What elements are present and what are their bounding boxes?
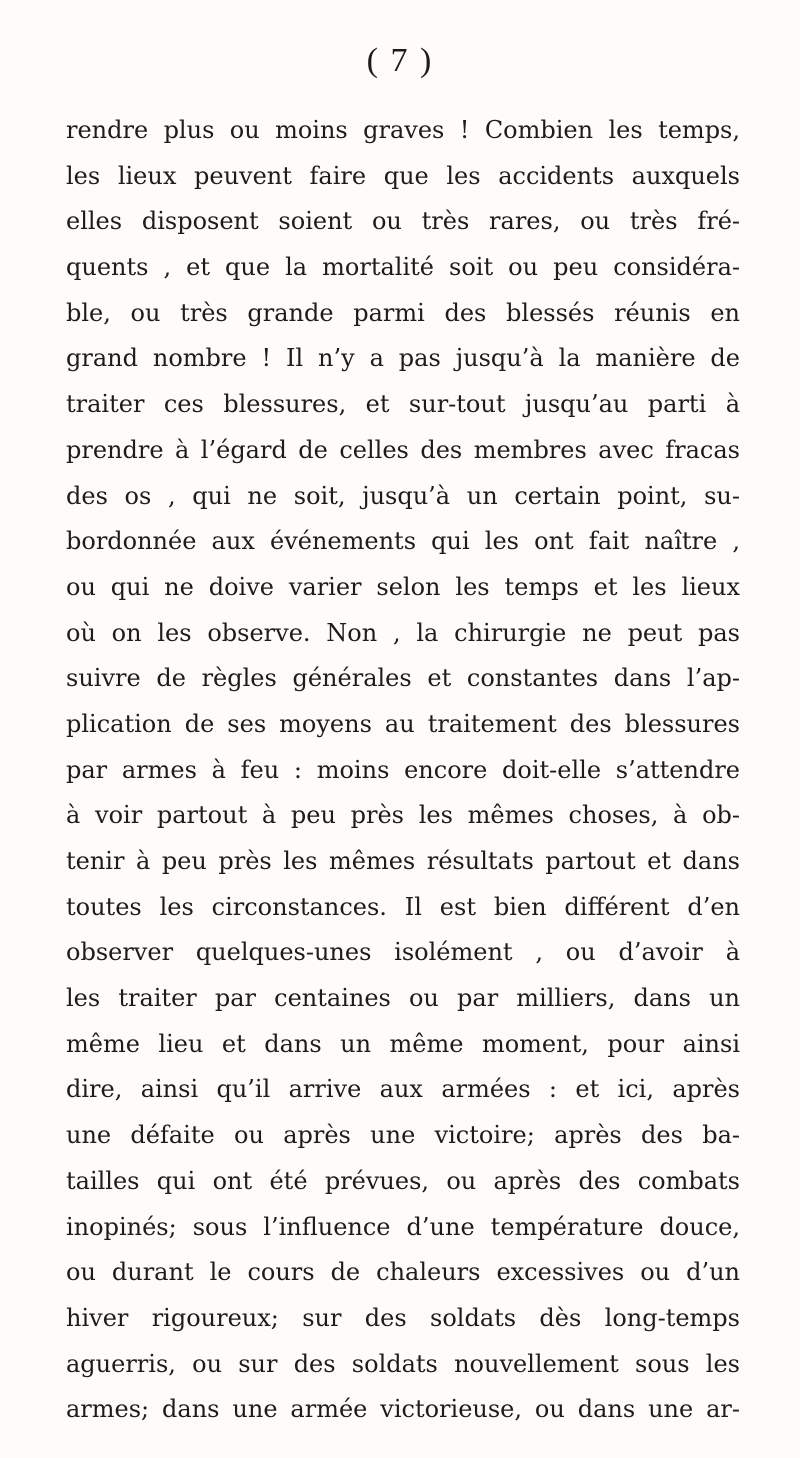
text-line: toutes les circonstances. Il est bien différent d’en [66, 892, 740, 921]
text-line: hiver rigoureux; sur des soldats dès long-temps [66, 1303, 740, 1332]
text-line: armes; dans une armée victorieuse, ou dans une ar- [66, 1395, 740, 1424]
text-line: par armes à feu : moins encore doit-elle s’attendre [66, 755, 740, 784]
text-line: des os , qui ne soit, jusqu’à un certain point, su- [66, 481, 740, 510]
body-text [66, 108, 740, 1433]
text-line: quents , et que la mortalité soit ou peu considéra- [66, 253, 740, 282]
text-line: ou durant le cours de chaleurs excessives ou d’un [66, 1258, 740, 1287]
text-line: observer quelques-unes isolément , ou d’avoir à [66, 938, 740, 967]
text-line: même lieu et dans un même moment, pour ainsi [66, 1029, 740, 1058]
text-line: traiter ces blessures, et sur-tout jusqu’au parti à [66, 390, 740, 419]
text-line: les traiter par centaines ou par milliers, dans un [66, 984, 740, 1013]
text-line: dire, ainsi qu’il arrive aux armées : et ici, après [66, 1075, 740, 1104]
text-line: ble, ou très grande parmi des blessés réunis en [66, 298, 740, 327]
text-line: elles disposent soient ou très rares, ou très fré- [66, 207, 740, 236]
text-line: plication de ses moyens au traitement des blessures [66, 709, 740, 738]
text-line: les lieux peuvent faire que les accidents auxquels [66, 161, 740, 190]
text-line: une défaite ou après une victoire; après des ba- [66, 1121, 740, 1150]
text-line: inopinés; sous l’influence d’une température douce, [66, 1212, 740, 1241]
text-line: aguerris, ou sur des soldats nouvellement sous les [66, 1349, 740, 1378]
text-line: grand nombre ! Il n’y a pas jusqu’à la manière de [66, 344, 740, 373]
text-line: ou qui ne doive varier selon les temps et les lieux [66, 572, 740, 601]
text-line: rendre plus ou moins graves ! Combien les temps, [66, 116, 740, 144]
text-line: à voir partout à peu près les mêmes choses, à ob- [66, 801, 740, 830]
text-line: prendre à l’égard de celles des membres avec fracas [66, 435, 740, 464]
text-line: bordonnée aux événements qui les ont fait naître , [66, 527, 740, 556]
text-line: tailles qui ont été prévues, ou après des combats [66, 1166, 740, 1195]
text-line: tenir à peu près les mêmes résultats partout et dans [66, 847, 740, 875]
page-number: ( 7 ) [366, 42, 434, 79]
text-line: suivre de règles générales et constantes dans l’ap- [66, 664, 740, 693]
text-line: où on les observe. Non , la chirurgie ne peut pas [66, 618, 740, 647]
